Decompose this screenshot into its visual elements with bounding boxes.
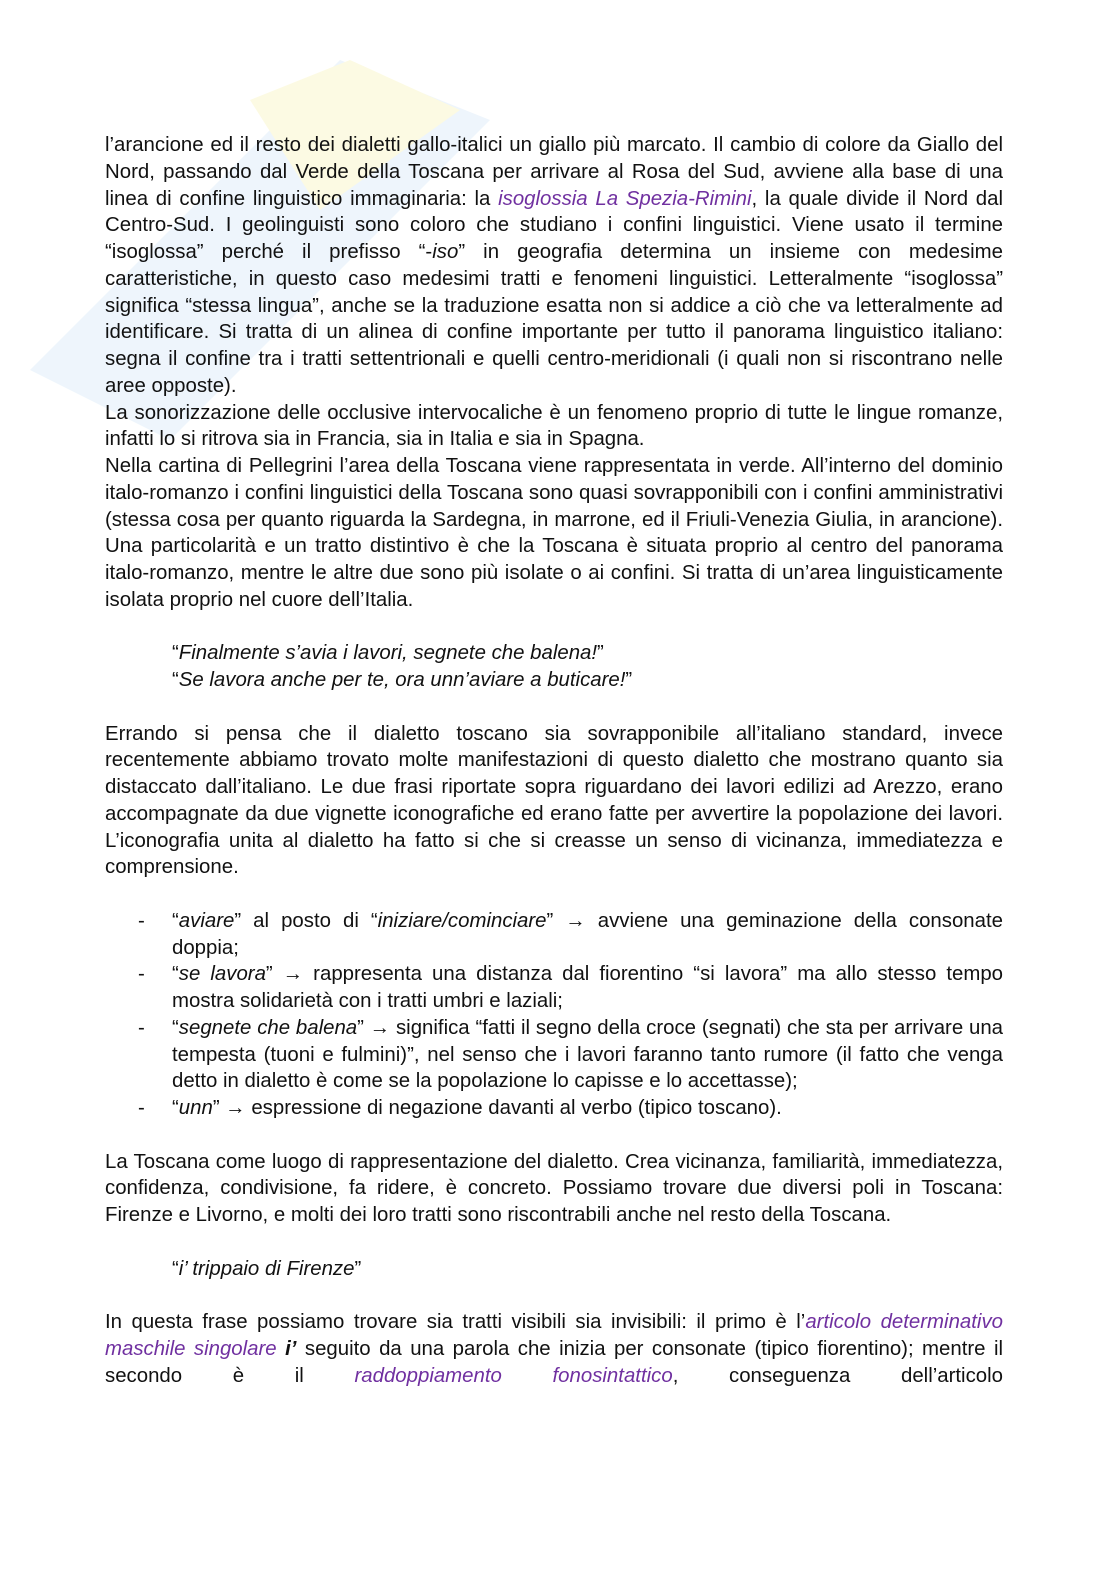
text: In questa frase possiamo trovare sia tratti visibili sia invisibili: il primo è l’ xyxy=(105,1311,806,1333)
quote-mark: “ xyxy=(172,642,179,665)
quote-text: Se lavora anche per te, ora unn’aviare a buticare! xyxy=(178,669,626,691)
quote-line xyxy=(105,1256,1003,1283)
term-articolo: articolo determinativo maschile singolare xyxy=(105,1311,1003,1360)
text: , la quale divide il Nord dal Centro-Sud. I geolinguisti sono coloro che studiano i confini linguistici. Viene usato il termine “isoglossa” perché il prefisso “- xyxy=(105,187,1003,263)
text-italic: aviare xyxy=(178,909,235,932)
text: “ xyxy=(172,1097,179,1119)
bullet-list xyxy=(105,908,1003,1122)
text-italic: iso xyxy=(432,241,459,263)
text: ” al posto di “ xyxy=(234,909,378,932)
document-page xyxy=(105,132,1003,1389)
text: “ xyxy=(172,909,179,932)
text: “ xyxy=(172,1016,179,1039)
text: seguito da una parola che inizia per consonate (tipico fiorentino); mentre il secondo è il xyxy=(105,1337,1004,1387)
quote-mark: ” xyxy=(354,1257,362,1280)
list-item xyxy=(105,961,1003,1015)
paragraph-sonorizzazione: La sonorizzazione delle occlusive intervocaliche è un fenomeno proprio di tutte le lingue romanze, infatti lo si ritrova sia in Francia, sia in Italia e sia in Spagna. xyxy=(105,401,1003,451)
text: “ xyxy=(172,963,179,986)
term-raddoppiamento: raddoppiamento fonosintattico xyxy=(354,1364,673,1387)
quote-mark: ” xyxy=(597,642,604,665)
bullet-dash: - xyxy=(138,909,145,932)
text: , conseguenza dell’articolo xyxy=(672,1364,1003,1387)
paragraph-isoglossa xyxy=(105,132,1003,400)
paragraph-toscana: La Toscana come luogo di rappresentazione del dialetto. Crea vicinanza, familiarità, immediatezza, confidenza, condivisione, fa ridere, è concreto. Possiamo trovare due diversi poli in Toscana: Firenze e Livorno, e molti dei loro tratti sono riscontrabili anche nel resto della Toscana. xyxy=(105,1150,1003,1226)
text: l’arancione ed il resto dei dialetti gallo-italici un giallo più marcato. Il cambio di colore da Giallo del Nord, passando dal Verde della Toscana per arrivare al Rosa del Sud, avviene alla base di una linea di confine linguistico immaginaria: la xyxy=(105,134,1003,210)
text: ” → avviene una geminazione della consonate doppia; xyxy=(172,909,1003,959)
text-bold-italic: i’ xyxy=(276,1337,297,1360)
text-italic: se lavora xyxy=(178,963,266,986)
text-italic: iniziare/cominciare xyxy=(377,909,547,932)
term-isoglossia: isoglossia La Spezia-Rimini xyxy=(498,187,752,210)
paragraph-tratti xyxy=(105,1309,1003,1389)
text: ” → rappresenta una distanza dal fiorentino “si lavora” ma allo stesso tempo mostra solidarietà con i tratti umbri e laziali; xyxy=(172,963,1003,1012)
quote-text: Finalmente s’avia i lavori, segnete che balena! xyxy=(178,642,598,665)
list-item xyxy=(105,1095,1003,1122)
bullet-dash: - xyxy=(138,1016,145,1039)
quote-mark: “ xyxy=(172,669,179,691)
list-item xyxy=(105,1015,1003,1095)
quote-line xyxy=(105,640,1003,667)
paragraph-errando: Errando si pensa che il dialetto toscano sia sovrapponibile all’italiano standard, invece recentemente abbiamo trovato molte manifestazioni di questo dialetto che mostrano quanto sia distaccato dall’italiano. Le due frasi riportate sopra riguardano dei lavori edilizi ad Arezzo, erano accompagnate da due vignette iconografiche ed erano fatte per avvertire la popolazione dei lavori. L’iconografia unita al dialetto ha fatto si che si creasse un senso di vicinanza, immediatezza e comprensione. xyxy=(105,722,1003,879)
paragraph-cartina: Nella cartina di Pellegrini l’area della Toscana viene rappresentata in verde. All’interno del dominio italo-romanzo i confini linguistici della Toscana sono quasi sovrapponibili con i confini amministrativi (stessa cosa per quanto riguarda la Sardegna, in marrone, ed il Friuli-Venezia Giulia, in arancione). Una particolarità e un tratto distintivo è che la Toscana è situata proprio al centro del panorama italo-romanzo, mentre le altre due sono più isolate o ai confini. Si tratta di un’area linguisticamente isolata proprio nel cuore dell’Italia. xyxy=(105,455,1003,611)
list-item xyxy=(105,908,1003,962)
quote-mark: “ xyxy=(172,1257,179,1280)
bullet-dash: - xyxy=(138,963,145,986)
text: ” in geografia determina un insieme con medesime caratteristiche, in questo caso medesimi tratti e fenomeni linguistici. Letteralmente “isoglossa” significa “stessa lingua”, anche se la traduzione esatta non si addice a ciò che va letteralmente ad identificare. Si tratta di un alinea di confine importante per tutto il panorama linguistico italiano: segna il confine tra i tratti settentrionali e quelli centro-meridionali (i quali non si riscontrano nelle aree opposte). xyxy=(105,241,1003,397)
quote-line xyxy=(105,667,1003,694)
quote-mark: ” xyxy=(625,669,633,691)
text: ” → significa “fatti il segno della croce (segnati) che sta per arrivare una tempesta (tuoni e fulmini)”, nel senso che i lavori faranno tanto rumore (il fatto che venga detto in dialetto è come se la popolazione lo capisse e lo accettasse); xyxy=(172,1016,1004,1093)
text: ” → espressione di negazione davanti al verbo (tipico toscano). xyxy=(212,1097,782,1119)
text-italic: unn xyxy=(178,1097,213,1119)
quote-text: i’ trippaio di Firenze xyxy=(178,1257,355,1280)
text-italic: segnete che balena xyxy=(178,1016,358,1039)
bullet-dash: - xyxy=(138,1097,145,1119)
